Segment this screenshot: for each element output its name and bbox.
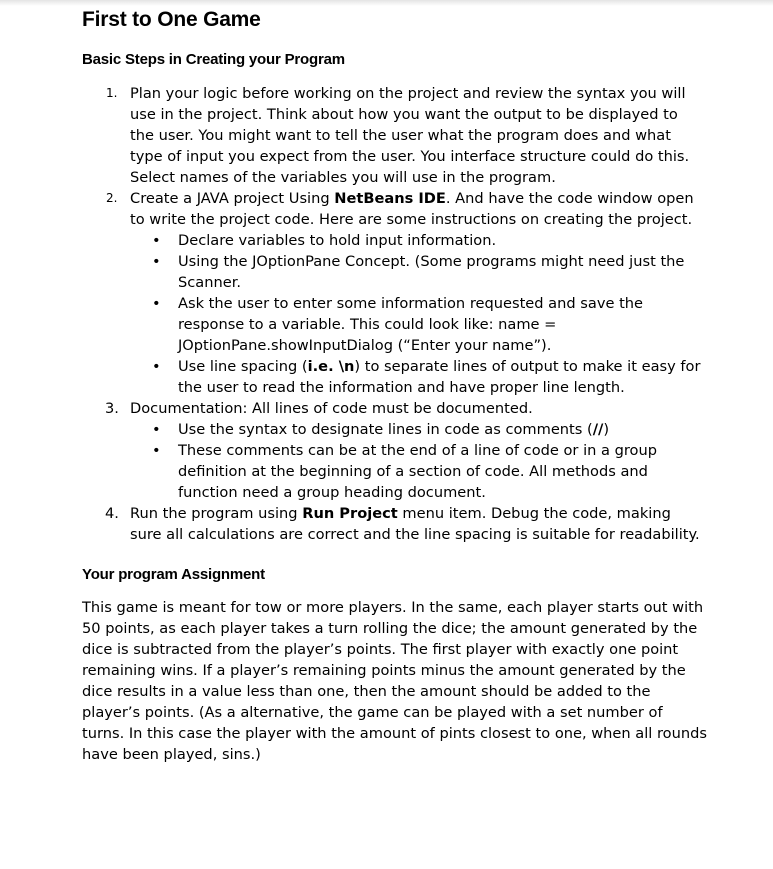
bullet-icon: • xyxy=(152,253,161,270)
bullet-item xyxy=(130,230,705,251)
bullet-bold-text: // xyxy=(592,421,604,438)
step-3 xyxy=(82,398,705,503)
document-page xyxy=(82,6,722,765)
bullet-icon: • xyxy=(152,232,161,249)
step-number: 4. xyxy=(105,505,119,522)
section-heading-basic-steps: Basic Steps in Creating your Program xyxy=(82,51,345,68)
bullet-text: ) to separate lines of output to make it easy for the user to read the information and have proper line length. xyxy=(178,358,701,396)
bullet-text: Use the syntax to designate lines in code as comments ( xyxy=(178,421,593,438)
bullet-icon: • xyxy=(152,442,161,459)
bullet-text: These comments can be at the end of a line of code or in a group definition at the beginning of a section of code. All methods and function need a group heading document. xyxy=(178,442,657,501)
bullet-text: Ask the user to enter some information requested and save the response to a variable. This could look like: name = JOptionPane.showInputDialog (“Enter your name”). xyxy=(178,295,644,354)
step-1 xyxy=(82,83,705,188)
step-number: 2. xyxy=(106,191,118,205)
bullet-list xyxy=(130,230,705,398)
bullet-item xyxy=(130,440,705,503)
bullet-bold-text: i.e. \n xyxy=(307,358,355,375)
section-heading-assignment: Your program Assignment xyxy=(82,566,265,583)
step-text: Run the program using xyxy=(130,505,303,522)
steps-list xyxy=(82,83,722,545)
step-text: Create a JAVA project Using xyxy=(130,190,335,207)
document-title: First to One Game xyxy=(82,8,261,31)
assignment-paragraph: This game is meant for tow or more players. In the same, each player starts out with 50 points, as each player takes a turn rolling the dice; the amount generated by the dice is subtracted from the player’s points. The first player with exactly one point remaining wins. If a player’s remaining points minus the amount generated by the dice results in a value less than one, then the amount should be added to the player’s points. (As a alternative, the game can be played with a set number of turns. In this case the player with the amount of pints closest to one, when all rounds have been played, sins.) xyxy=(82,599,707,763)
step-text: . And have the code window open to write the project code. Here are some instructions on creating the project. xyxy=(130,190,694,228)
bullet-item xyxy=(130,293,705,356)
bullet-item xyxy=(130,356,705,398)
step-bold-text: Run Project xyxy=(302,505,398,522)
bullet-item xyxy=(130,419,705,440)
bullet-text: Use line spacing ( xyxy=(178,358,308,375)
step-number: 1. xyxy=(106,86,118,100)
step-4 xyxy=(82,503,705,545)
step-text: Plan your logic before working on the project and review the syntax you will use in the project. Think about how you want the output to be displayed to the user. You might want to tell the user what the program does and what type of input you expect from the user. You interface structure could do this. Select names of the variables you will use in the program. xyxy=(130,85,690,186)
bullet-icon: • xyxy=(152,295,161,312)
bullet-text: Using the JOptionPane Concept. (Some programs might need just the Scanner. xyxy=(178,253,685,291)
bullet-item xyxy=(130,251,705,293)
step-text: Documentation: All lines of code must be documented. xyxy=(130,400,533,417)
bullet-text: Declare variables to hold input information. xyxy=(178,232,497,249)
bullet-text: ) xyxy=(603,421,610,438)
bullet-icon: • xyxy=(152,421,161,438)
step-number: 3. xyxy=(105,400,119,417)
step-text: menu item. Debug the code, making sure all calculations are correct and the line spacing is suitable for readability. xyxy=(130,505,700,543)
step-2 xyxy=(82,188,705,398)
bullet-list xyxy=(130,419,705,503)
bullet-icon: • xyxy=(152,358,161,375)
step-bold-text: NetBeans IDE xyxy=(334,190,446,207)
